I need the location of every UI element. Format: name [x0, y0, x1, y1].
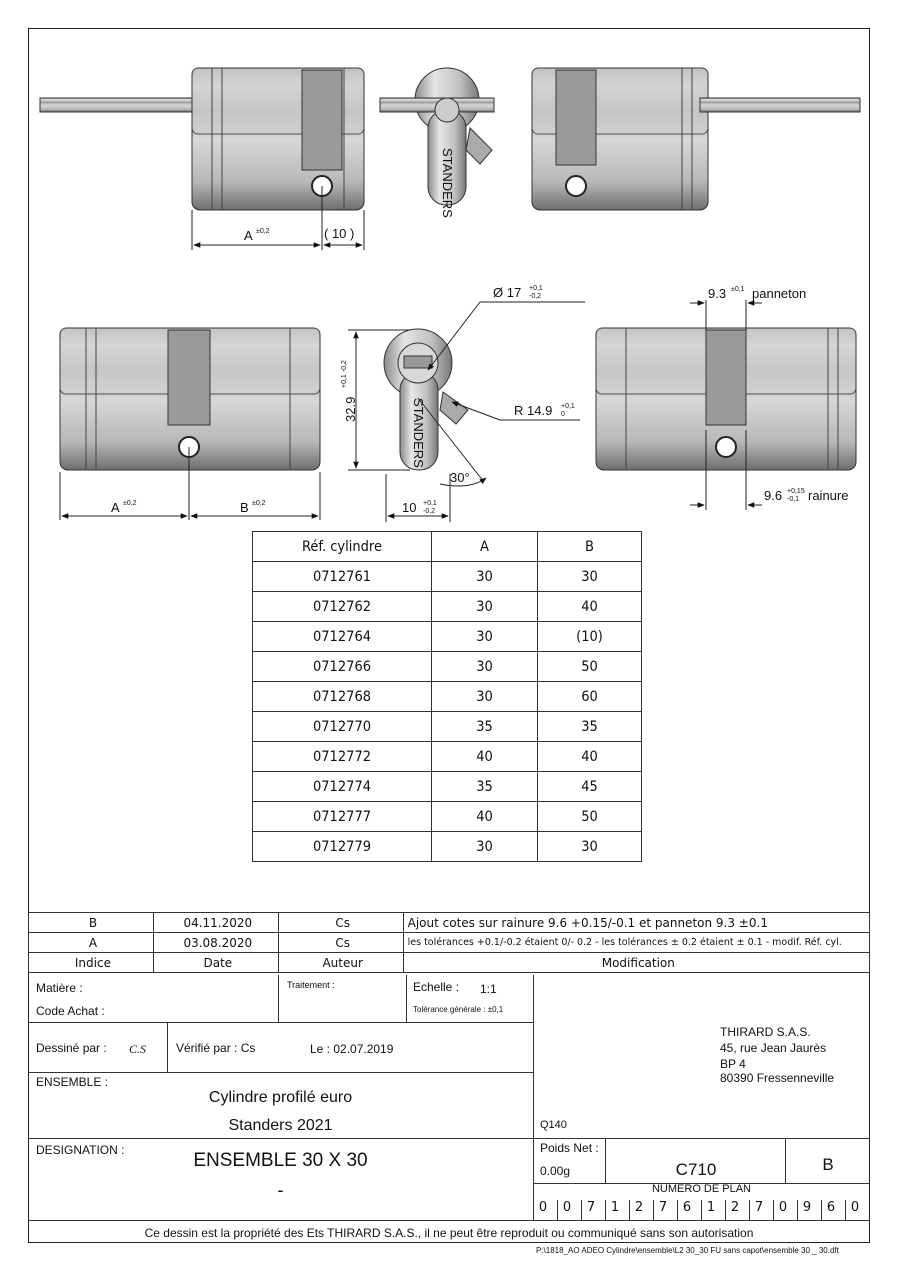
table-row	[253, 802, 642, 832]
plan-digit: 2	[629, 1200, 648, 1220]
echelle-label: Echelle :	[413, 980, 460, 994]
table-row	[253, 622, 642, 652]
rev-auteur: Cs	[278, 913, 403, 933]
table-header-row	[253, 532, 642, 562]
col-header-b: B	[538, 532, 642, 562]
header-indice: Indice	[29, 953, 154, 973]
cell-ref: 0712761	[253, 562, 432, 592]
dessine-label: Dessiné par :	[36, 1041, 107, 1055]
plan-digit: 6	[677, 1200, 696, 1220]
top-left-cylinder-view	[40, 68, 364, 250]
mid-left-cylinder-view	[60, 328, 320, 520]
cell-b: 35	[538, 712, 642, 742]
reference-table	[252, 531, 642, 862]
divider	[28, 1138, 870, 1139]
cell-a: 35	[432, 712, 538, 742]
width10-tol-minus: -0,2	[423, 508, 436, 515]
plan-digit: 0	[773, 1200, 792, 1220]
plan-digit: 2	[725, 1200, 744, 1220]
mid-b-label: B	[240, 500, 249, 515]
cell-a: 30	[432, 562, 538, 592]
diameter-label: Ø 17	[493, 285, 522, 300]
mid-a-label: A	[111, 500, 120, 515]
ensemble-label: ENSEMBLE :	[36, 1075, 109, 1089]
top-paren-label: ( 10 )	[324, 226, 355, 241]
revision-header-row	[29, 953, 870, 973]
divider	[28, 1072, 533, 1073]
rainure-label: rainure	[808, 488, 849, 503]
divider	[278, 975, 279, 1023]
radius-tol-plus: +0,1	[561, 403, 575, 410]
cell-b: 40	[538, 592, 642, 622]
tolerance-label: Tolérance générale : ±0,1	[413, 1005, 504, 1014]
diameter-tol-plus: +0,1	[529, 285, 543, 292]
cell-ref: 0712772	[253, 742, 432, 772]
company-name: THIRARD S.A.S.	[720, 1025, 811, 1039]
mid-right-cylinder-view	[596, 300, 856, 510]
radius-label: R 14.9	[514, 403, 553, 418]
table-row	[253, 832, 642, 862]
header-date: Date	[153, 953, 278, 973]
rainure-value: 9.6	[764, 488, 783, 503]
top-right-cylinder-view	[532, 68, 860, 210]
cell-a: 35	[432, 772, 538, 802]
cell-b: 50	[538, 802, 642, 832]
plan-digit: 0	[533, 1200, 552, 1220]
plan-digit: 1	[701, 1200, 720, 1220]
echelle-value: 1:1	[480, 982, 497, 996]
cell-b: 40	[538, 742, 642, 772]
divider	[167, 1022, 168, 1072]
plan-digit: 0	[557, 1200, 576, 1220]
height-tol: +0,1 -0,2	[341, 360, 348, 388]
rev-indice: A	[29, 933, 154, 953]
cell-a: 30	[432, 832, 538, 862]
brand-mid: STANDERS	[411, 398, 426, 468]
plan-digit: 7	[653, 1200, 672, 1220]
top-a-tol: ±0,2	[256, 228, 270, 235]
ensemble-line1: Cylindre profilé euro	[208, 1089, 353, 1106]
table-row	[253, 652, 642, 682]
table-row	[253, 682, 642, 712]
diameter-tol-minus: -0,2	[529, 293, 542, 300]
header-modification: Modification	[403, 953, 869, 973]
numero-plan-label: NUMERO DE PLAN	[651, 1183, 752, 1195]
plan-digit: 6	[821, 1200, 840, 1220]
table-row	[253, 712, 642, 742]
cell-ref: 0712762	[253, 592, 432, 622]
cell-a: 30	[432, 622, 538, 652]
cell-b: 50	[538, 652, 642, 682]
revision-table	[28, 912, 870, 973]
rev-date: 04.11.2020	[153, 913, 278, 933]
top-a-label: A	[244, 228, 253, 243]
cell-a: 40	[432, 802, 538, 832]
ensemble-line2: Standers 2021	[228, 1117, 333, 1134]
cell-ref: 0712777	[253, 802, 432, 832]
mid-a-tol: ±0,2	[123, 500, 137, 507]
designation-label: DESIGNATION :	[36, 1143, 125, 1157]
dessine-value: C.S	[129, 1042, 147, 1056]
col-header-a: A	[432, 532, 538, 562]
header-auteur: Auteur	[278, 953, 403, 973]
cell-b: 60	[538, 682, 642, 712]
cell-a: 30	[432, 682, 538, 712]
width10-label: 10	[402, 500, 417, 515]
table-row	[253, 742, 642, 772]
rev-indice: B	[29, 913, 154, 933]
plan-code: C710	[675, 1160, 717, 1179]
mid-b-tol: ±0,2	[252, 500, 266, 507]
poids-value: 0.00g	[540, 1164, 571, 1178]
cell-a: 30	[432, 592, 538, 622]
cell-ref: 0712779	[253, 832, 432, 862]
rainure-tol-minus: -0,1	[787, 496, 800, 503]
company-address1: 45, rue Jean Jaurès	[720, 1041, 827, 1055]
revision-row	[29, 933, 870, 953]
revision-row	[29, 913, 870, 933]
code-achat-label: Code Achat :	[36, 1004, 105, 1018]
width10-tol-plus: +0,1	[423, 500, 437, 507]
plan-digit: 7	[749, 1200, 768, 1220]
file-path: P:\1818_AO ADEO Cylindre\ensemble\L2 30_30 FU sans capot\ensemble 30 _ 30.dft	[536, 1246, 839, 1255]
rev-modification: Ajout cotes sur rainure 9.6 +0.15/-0.1 et panneton 9.3 ±0.1	[403, 913, 869, 933]
cell-ref: 0712774	[253, 772, 432, 802]
cell-b: (10)	[538, 622, 642, 652]
divider	[406, 975, 407, 1023]
height-label: 32.9	[343, 396, 358, 422]
cell-ref: 0712764	[253, 622, 432, 652]
rainure-tol-plus: +0,15	[787, 488, 805, 495]
panneton-tol: ±0,1	[731, 286, 745, 293]
company-address3: 80390 Fressenneville	[720, 1071, 835, 1085]
traitement-label: Traitement :	[287, 980, 335, 990]
angle-label: 30°	[450, 470, 470, 485]
cell-ref: 0712766	[253, 652, 432, 682]
designation-value: ENSEMBLE 30 X 30	[193, 1150, 368, 1171]
q-code: Q140	[540, 1119, 567, 1131]
cell-b: 45	[538, 772, 642, 802]
poids-label: Poids Net :	[540, 1141, 599, 1155]
radius-tol-minus: 0	[561, 411, 565, 418]
divider	[28, 1220, 870, 1221]
cell-a: 30	[432, 652, 538, 682]
verifie-label: Vérifié par : Cs	[176, 1041, 256, 1055]
designation-dash: -	[277, 1180, 284, 1200]
rev-auteur: Cs	[278, 933, 403, 953]
cell-b: 30	[538, 562, 642, 592]
top-profile-view	[380, 68, 494, 205]
matiere-label: Matière :	[36, 981, 83, 995]
col-header-ref: Réf. cylindre	[253, 532, 432, 562]
cell-a: 40	[432, 742, 538, 772]
plan-revision: B	[822, 1155, 834, 1174]
rev-date: 03.08.2020	[153, 933, 278, 953]
company-address2: BP 4	[720, 1057, 746, 1071]
plan-digit: 0	[845, 1200, 864, 1220]
date-le: Le : 02.07.2019	[310, 1042, 394, 1056]
panneton-label: panneton	[752, 286, 807, 301]
divider	[28, 1022, 533, 1023]
panneton-value: 9.3	[708, 286, 727, 301]
table-row	[253, 772, 642, 802]
plan-digit: 1	[605, 1200, 624, 1220]
cell-ref: 0712768	[253, 682, 432, 712]
table-row	[253, 592, 642, 622]
table-row	[253, 562, 642, 592]
rev-modification: les tolérances +0.1/-0.2 étaient 0/- 0.2 - les tolérances ± 0.2 étaient ± 0.1 - modif. Réf. cyl.	[403, 933, 869, 953]
plan-digit: 7	[581, 1200, 600, 1220]
plan-digit: 9	[797, 1200, 816, 1220]
cell-ref: 0712770	[253, 712, 432, 742]
brand-top: STANDERS	[440, 148, 455, 218]
footer-notice: Ce dessin est la propriété des Ets THIRARD S.A.S., il ne peut être reproduit ou communiqué sans son autorisation	[144, 1226, 754, 1240]
cell-b: 30	[538, 832, 642, 862]
